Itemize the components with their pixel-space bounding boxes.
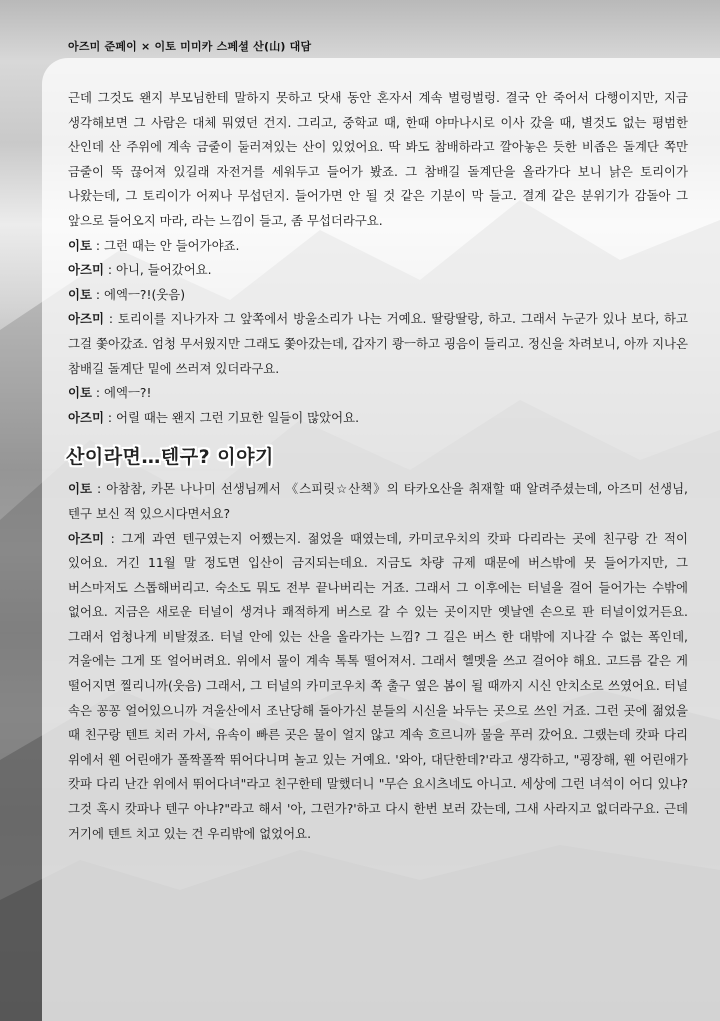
- dialogue-line: 이토 : 그런 때는 안 들어가야죠.: [68, 237, 240, 253]
- speaker-name: 이토: [68, 385, 92, 401]
- speaker-name: 이토: [68, 286, 92, 302]
- speaker-name: 이토: [68, 237, 92, 253]
- speaker-name: 아즈미: [68, 530, 104, 546]
- dialogue-text: 토리이를 지나가자 그 앞쪽에서 방울소리가 나는 거예요. 딸랑딸랑, 하고. 그래서 누군가 있나 보다, 하고 그걸 쫓아갔죠. 엄청 무서웠지만 그래도 쫓아갔는데, 갑자기 쾅ㅡ하고 굉음이 들리고. 정신을 차려보니, 아까 지나온 참배길 돌계단 밑에 쓰러져 있더라구요.: [68, 311, 688, 376]
- dialogue-text: 어릴 때는 왠지 그런 기묘한 일들이 많았어요.: [115, 409, 360, 425]
- dialogue-text: 에엑ㅡ?!: [104, 385, 152, 401]
- dialogue-text: 그런 때는 안 들어가야죠.: [104, 237, 240, 253]
- dialogue-text: 아참참, 카몬 나나미 선생님께서 《스피릿☆산책》의 타카오산을 취재할 때 알려주셨는데, 아즈미 선생님, 텐구 보신 적 있으시다면서요?: [68, 481, 688, 521]
- dialogue-line: 아즈미 : 아니, 들어갔어요.: [68, 262, 212, 278]
- article-body: [68, 86, 688, 846]
- dialogue-line: 이토 : 에엑ㅡ?!: [68, 385, 152, 401]
- page-header-title: 아즈미 준페이 × 이토 미미카 스페셜 산(山) 대담: [68, 40, 312, 53]
- speaker-name: 아즈미: [68, 311, 104, 327]
- speaker-name: 이토: [68, 481, 92, 497]
- dialogue-text: 아니, 들어갔어요.: [115, 262, 212, 278]
- dialogue-line: 아즈미 : 그게 과연 텐구였는지 어쨌는지. 젊었을 때였는데, 카미코우치의 캇파 다리라는 곳에 친구랑 간 적이 있어요. 거긴 11월 말 정도면 입산이 금지되는데요. 지금도 차량 규제 때문에 버스밖에 못 들어가지만, 그 버스마저도 스톱해버리고. 숙소도 뭐도 전부 끝나버리는 거죠. 그래서 그 이후에는 터널을 걸어 들어가는 수밖에 없어요. 지금은 새로운 터널이 생겨나 쾌적하게 버스로 갈 수 있는 곳이지만 옛날엔 손으로 판 터널이었거든요. 그래서 엄청나게 비탈졌죠. 터널 안에 있는 산을 올라가는 느낌? 그 길은 버스 한 대밖에 지나갈 수 없는 폭인데, 겨울에는 그게 또 얼어버려요. 위에서 물이 계속 톡톡 떨어져서. 그래서 헬멧을 쓰고 걸어야 해요. 고드름 같은 게 떨어지면 찔리니까(웃음) 그래서, 그 터널의 카미코우치 쪽 출구 옆은 봄이 될 때까지 시신 안치소로 쓰였어요. 터널 속은 꽁꽁 얼어있으니까 겨울산에서 조난당해 돌아가신 분들의 시신을 놔두는 곳으로 쓰인 거죠. 그런 곳에 젊었을 때 친구랑 텐트 치러 가서, 유속이 빠른 곳은 물이 얼지 않고 계속 흐르니까 물을 푸러 갔어요. 그랬는데 캇파 다리 위에서 웬 어린애가 폴짝폴짝 뛰어다니며 놀고 있는 거예요. '와아, 대단한데?'라고 생각하고, "굉장해, 웬 어린애가 캇파 다리 난간 위에서 뛰어다녀"라고 친구한테 말했더니 "무슨 요시츠네도 아니고. 세상에 그런 녀석이 어디 있냐? 그것 혹시 캇파나 텐구 아냐?"라고 해서 '아, 그런가?'하고 다시 한번 보러 갔는데, 그새 사라지고 없더라구요. 근데 거기에 텐트 치고 있는 건 우리밖에 없었어요.: [68, 530, 688, 841]
- dialogue-line: 아즈미 : 어릴 때는 왠지 그런 기묘한 일들이 많았어요.: [68, 409, 360, 425]
- dialogue-line: 아즈미 : 토리이를 지나가자 그 앞쪽에서 방울소리가 나는 거예요. 딸랑딸랑, 하고. 그래서 누군가 있나 보다, 하고 그걸 쫓아갔죠. 엄청 무서웠지만 그래도 쫓아갔는데, 갑자기 쾅ㅡ하고 굉음이 들리고. 정신을 차려보니, 아까 지나온 참배길 돌계단 밑에 쓰러져 있더라구요.: [68, 311, 688, 376]
- dialogue-text: 에엑ㅡ?!(웃음): [104, 286, 186, 302]
- speaker-name: 아즈미: [68, 409, 104, 425]
- section-heading: 산이라면…텐구? 이야기: [66, 446, 274, 469]
- intro-paragraph: 근데 그것도 왠지 부모님한테 말하지 못하고 닷새 동안 혼자서 계속 벌렁벌렁. 결국 안 죽어서 다행이지만, 지금 생각해보면 그 사람은 대체 뭐였던 건지. 그리고, 중학교 때, 한때 야마나시로 이사 갔을 때, 별것도 없는 평범한 산인데 산 주위에 계속 금줄이 둘러져있는 산이 있었어요. 딱 봐도 참배하라고 깔아놓은 듯한 비좁은 돌계단 쪽만 금줄이 뚝 끊어져 있길래 자전거를 세워두고 들어가 봤죠. 그 참배길 돌계단을 올라가다 보니 낡은 토리이가 나왔는데, 그 토리이가 어찌나 무섭던지. 들어가면 안 될 것 같은 기분이 막 들고. 결계 같은 분위기가 감돌아 그 앞으로 들어오지 마라, 라는 느낌이 들고, 좀 무섭더라구요.: [68, 90, 688, 228]
- dialogue-line: 이토 : 에엑ㅡ?!(웃음): [68, 286, 186, 302]
- speaker-name: 아즈미: [68, 262, 104, 278]
- dialogue-line: 이토 : 아참참, 카몬 나나미 선생님께서 《스피릿☆산책》의 타카오산을 취재할 때 알려주셨는데, 아즈미 선생님, 텐구 보신 적 있으시다면서요?: [68, 481, 688, 521]
- dialogue-text: 그게 과연 텐구였는지 어쨌는지. 젊었을 때였는데, 카미코우치의 캇파 다리라는 곳에 친구랑 간 적이 있어요. 거긴 11월 말 정도면 입산이 금지되는데요. 지금도 차량 규제 때문에 버스밖에 못 들어가지만, 그 버스마저도 스톱해버리고. 숙소도 뭐도 전부 끝나버리는 거죠. 그래서 그 이후에는 터널을 걸어 들어가는 수밖에 없어요. 지금은 새로운 터널이 생겨나 쾌적하게 버스로 갈 수 있는 곳이지만 옛날엔 손으로 판 터널이었거든요. 그래서 엄청나게 비탈졌죠. 터널 안에 있는 산을 올라가는 느낌? 그 길은 버스 한 대밖에 지나갈 수 없는 폭인데, 겨울에는 그게 또 얼어버려요. 위에서 물이 계속 톡톡 떨어져서. 그래서 헬멧을 쓰고 걸어야 해요. 고드름 같은 게 떨어지면 찔리니까(웃음) 그래서, 그 터널의 카미코우치 쪽 출구 옆은 봄이 될 때까지 시신 안치소로 쓰였어요. 터널 속은 꽁꽁 얼어있으니까 겨울산에서 조난당해 돌아가신 분들의 시신을 놔두는 곳으로 쓰인 거죠. 그런 곳에 젊었을 때 친구랑 텐트 치러 가서, 유속이 빠른 곳은 물이 얼지 않고 계속 흐르니까 물을 푸러 갔어요. 그랬는데 캇파 다리 위에서 웬 어린애가 폴짝폴짝 뛰어다니며 놀고 있는 거예요. '와아, 대단한데?'라고 생각하고, "굉장해, 웬 어린애가 캇파 다리 난간 위에서 뛰어다녀"라고 친구한테 말했더니 "무슨 요시츠네도 아니고. 세상에 그런 녀석이 어디 있냐? 그것 혹시 캇파나 텐구 아냐?"라고 해서 '아, 그런가?'하고 다시 한번 보러 갔는데, 그새 사라지고 없더라구요. 근데 거기에 텐트 치고 있는 건 우리밖에 없었어요.: [68, 530, 688, 841]
